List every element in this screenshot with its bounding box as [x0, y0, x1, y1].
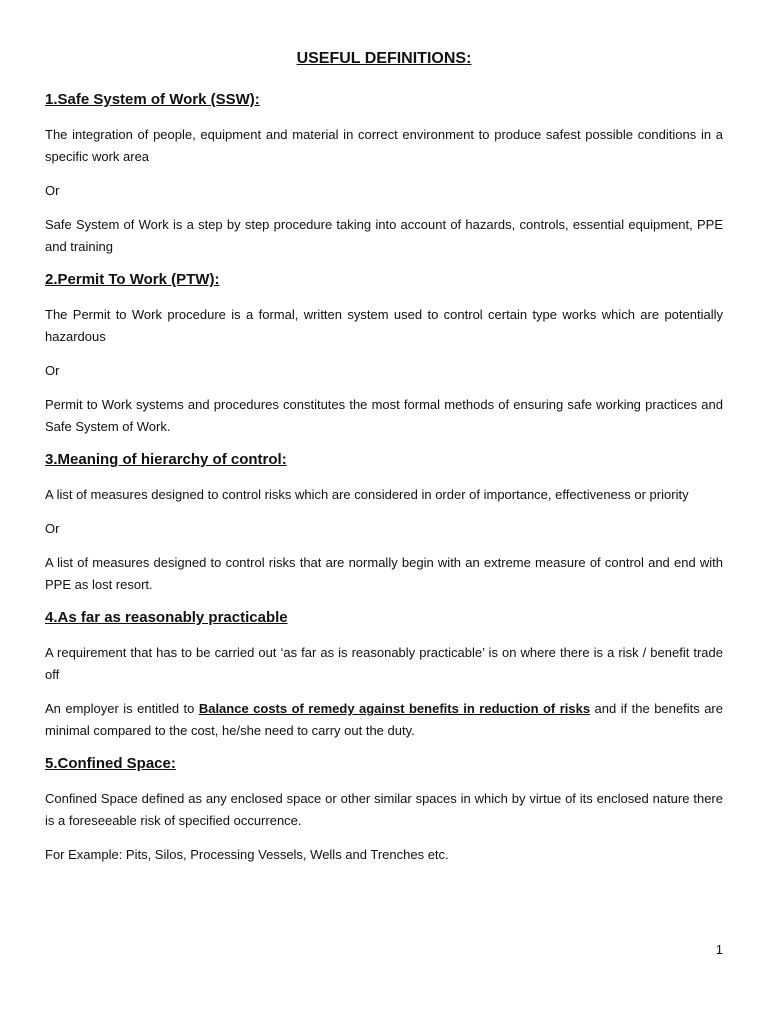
section-heading: 1.Safe System of Work (SSW): [45, 91, 260, 108]
page-number: 1 [715, 942, 723, 957]
emphasized-text: Balance costs of remedy against benefits in reduction of risks [198, 701, 591, 716]
section-safe-system-of-work [45, 90, 723, 258]
definition-paragraph: A list of measures designed to control risks that are normally begin with an extreme measure of control and end with PPE as lost resort. [45, 555, 723, 592]
text-after-emphasis: and if the benefits are minimal compared to the cost, he/she need to carry out the duty. [45, 701, 723, 738]
section-heading: 5.Confined Space: [45, 755, 176, 772]
or-separator: Or [45, 521, 60, 536]
definition-paragraph-with-emphasis [45, 698, 723, 742]
section-permit-to-work [45, 270, 723, 438]
or-separator: Or [45, 183, 60, 198]
definition-paragraph: The Permit to Work procedure is a formal, written system used to control certain type works which are potentially hazardous [45, 307, 723, 344]
section-heading: 2.Permit To Work (PTW): [45, 271, 220, 288]
definition-paragraph: Permit to Work systems and procedures constitutes the most formal methods of ensuring safe working practices and Safe System of Work. [45, 397, 723, 434]
text-before-emphasis: An employer is entitled to [45, 701, 199, 716]
section-confined-space [45, 754, 723, 866]
definition-paragraph: Confined Space defined as any enclosed space or other similar spaces in which by virtue of its enclosed nature there is a foreseeable risk of specified occurrence. [45, 791, 723, 828]
definition-paragraph: A list of measures designed to control risks which are considered in order of importance, effectiveness or priority [45, 487, 689, 502]
or-separator: Or [45, 363, 60, 378]
section-heading: 4.As far as reasonably practicable [45, 609, 288, 626]
section-hierarchy-of-control [45, 450, 723, 596]
definition-paragraph: The integration of people, equipment and material in correct environment to produce safest possible conditions in a specific work area [45, 127, 723, 164]
section-reasonably-practicable [45, 608, 723, 742]
example-paragraph: For Example: Pits, Silos, Processing Vessels, Wells and Trenches etc. [45, 847, 449, 862]
definitions-body [45, 90, 723, 878]
section-heading: 3.Meaning of hierarchy of control: [45, 451, 287, 468]
definition-paragraph: A requirement that has to be carried out ‘as far as is reasonably practicable’ is on where there is a risk / benefit trade off [45, 645, 723, 682]
page-title: USEFUL DEFINITIONS: [296, 50, 472, 67]
definition-paragraph: Safe System of Work is a step by step procedure taking into account of hazards, controls, essential equipment, PPE and training [45, 217, 723, 254]
